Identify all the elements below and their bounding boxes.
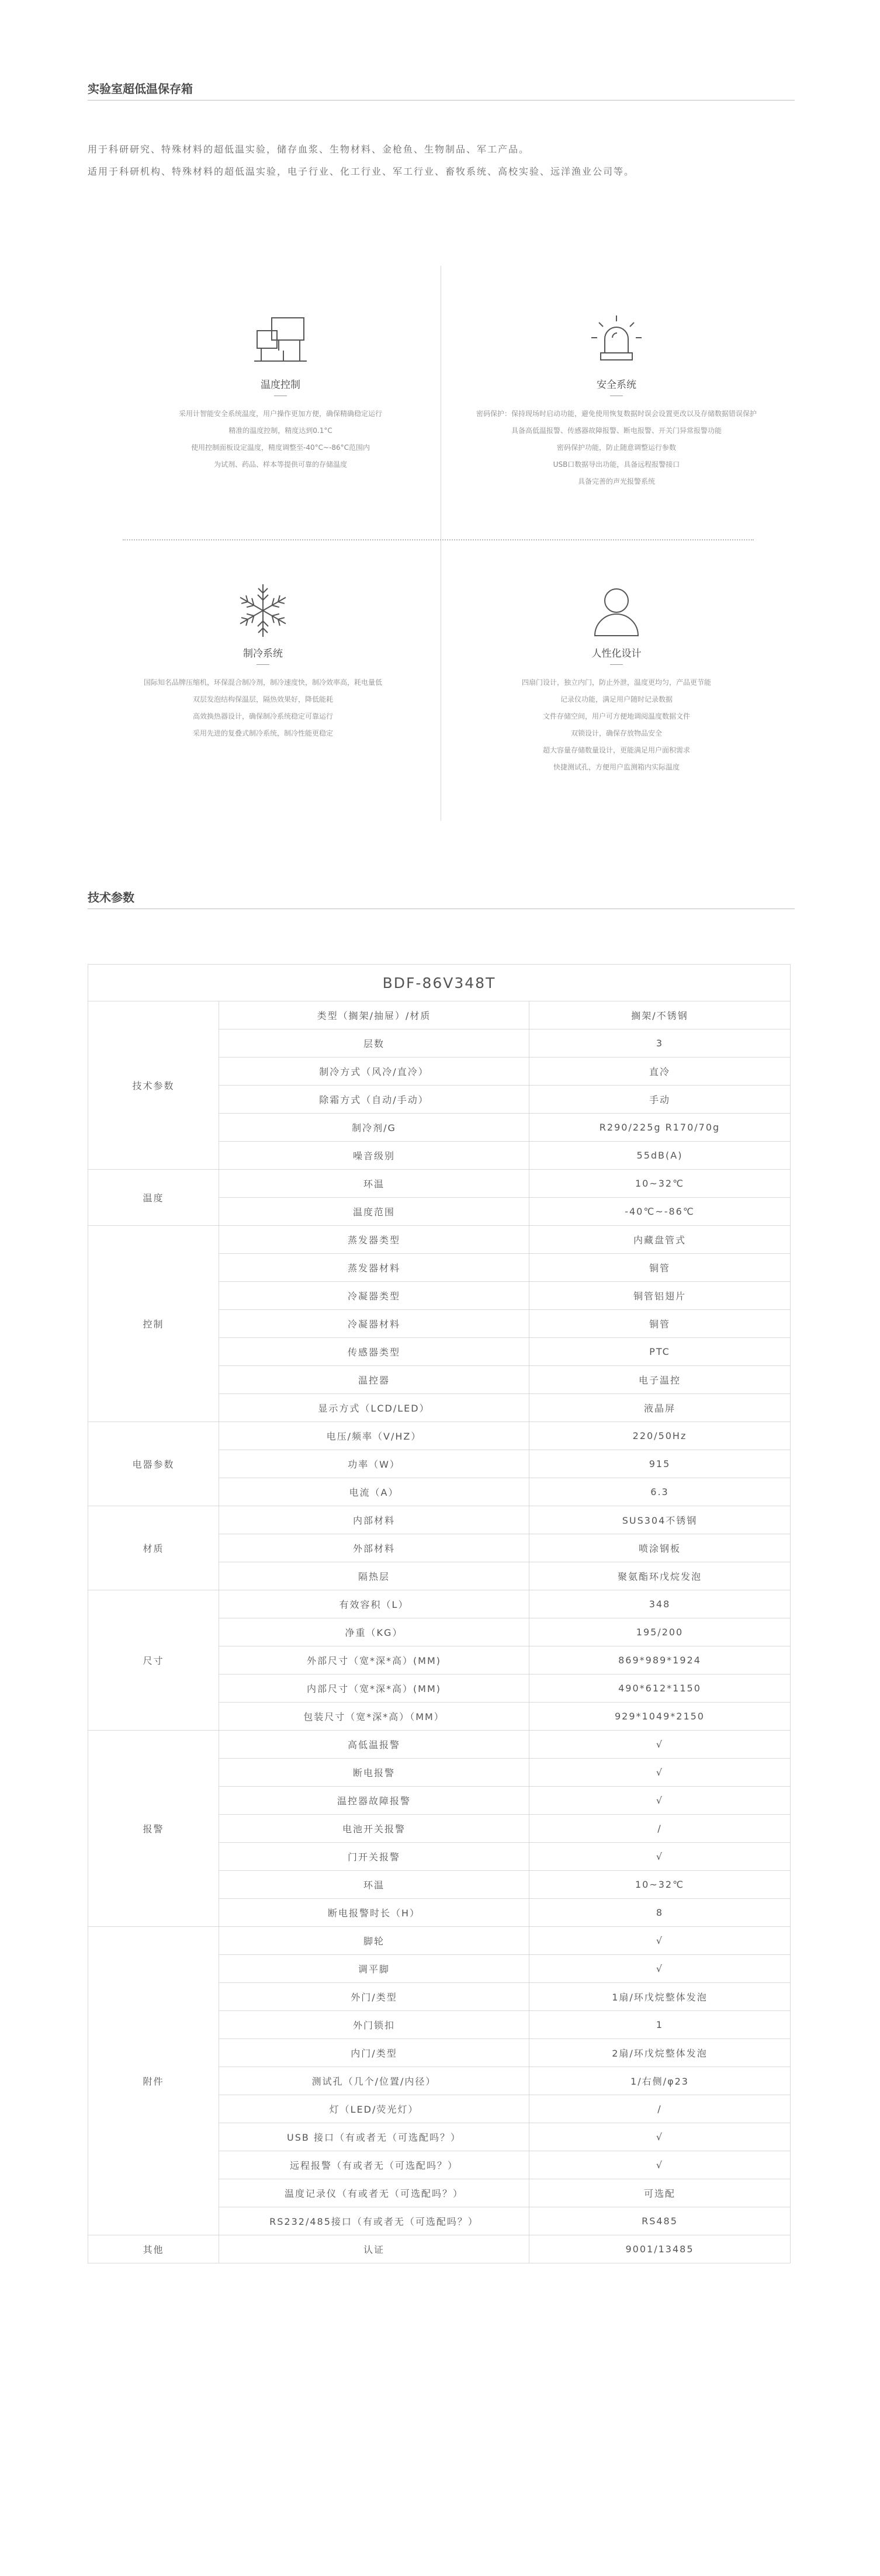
spec-param-name: 冷凝器材料 [219, 1310, 529, 1338]
spec-param-value: 915 [529, 1450, 791, 1478]
spec-param-name: 高低温报警 [219, 1731, 529, 1759]
spec-group-label: 材质 [88, 1506, 219, 1590]
spec-param-name: 功率（W） [219, 1450, 529, 1478]
spec-param-value: 喷涂钢板 [529, 1534, 791, 1562]
spec-param-value: 10~32℃ [529, 1871, 791, 1899]
spec-group-label: 其他 [88, 2235, 219, 2263]
table-row [88, 1590, 791, 1618]
feature-desc-line: USB口数据导出功能，具备远程报警接口 [553, 460, 680, 469]
spec-param-name: 外门锁扣 [219, 2011, 529, 2039]
feature-title: 安全系统 [597, 379, 636, 391]
spec-param-name: 噪音级别 [219, 1142, 529, 1170]
spec-param-name: 电池开关报警 [219, 1815, 529, 1843]
feature-desc-line: 具备高低温报警、传感器故障报警、断电报警、开关门异常报警功能 [511, 427, 722, 435]
feature-title: 制冷系统 [243, 648, 283, 660]
section-title-product: 实验室超低温保存箱 [88, 82, 193, 96]
horizontal-divider [123, 539, 754, 540]
spec-param-name: 冷凝器类型 [219, 1282, 529, 1310]
spec-param-value: 55dB(A) [529, 1142, 791, 1170]
spec-table-body [88, 965, 791, 2263]
spec-param-name: 制冷方式（风冷/直冷） [219, 1058, 529, 1086]
spec-param-value: 929*1049*2150 [529, 1703, 791, 1731]
table-row [88, 1731, 791, 1759]
spec-param-value: 1 [529, 2011, 791, 2039]
intro-line: 适用于科研机构、特殊材料的超低温实验，电子行业、化工行业、军工行业、畜牧系统、高校实验、远洋渔业公司等。 [88, 166, 635, 177]
spec-param-value: √ [529, 2123, 791, 2151]
spec-param-value: 铜管 [529, 1254, 791, 1282]
spec-param-value: 液晶屏 [529, 1394, 791, 1422]
feature-title: 温度控制 [261, 379, 300, 391]
spec-param-value: √ [529, 1731, 791, 1759]
spec-param-value: 铜管 [529, 1310, 791, 1338]
feature-desc-line: 为试剂、药品、样本等提供可靠的存储温度 [213, 460, 347, 469]
spec-param-value: 195/200 [529, 1618, 791, 1646]
spec-group-label: 尺寸 [88, 1590, 219, 1731]
spec-group-label: 电器参数 [88, 1422, 219, 1506]
spec-param-value: 手动 [529, 1086, 791, 1114]
spec-param-name: USB 接口（有或者无（可选配吗？） [219, 2123, 529, 2151]
feature-description [453, 405, 780, 490]
table-row [88, 1170, 791, 1198]
spec-param-value: 直冷 [529, 1058, 791, 1086]
table-row [88, 1506, 791, 1534]
spec-param-value: √ [529, 1759, 791, 1787]
spec-param-value: 869*989*1924 [529, 1646, 791, 1674]
spec-param-name: 有效容积（L） [219, 1590, 529, 1618]
spec-param-name: 环温 [219, 1871, 529, 1899]
feature-desc-line: 记录仪功能，满足用户随时记录数据 [560, 695, 673, 703]
spec-param-name: 包装尺寸（宽*深*高）（MM） [219, 1703, 529, 1731]
spec-param-value: 1/右侧/φ23 [529, 2067, 791, 2095]
spec-param-name: 温控器故障报警 [219, 1787, 529, 1815]
spec-param-name: 门开关报警 [219, 1843, 529, 1871]
feature-desc-line: 高效换热器设计，确保制冷系统稳定可靠运行 [192, 712, 333, 720]
spec-title-row [88, 965, 791, 1001]
feature-desc-line: 双层发泡结构保温层，隔热效果好，降低能耗 [192, 695, 333, 703]
spec-param-name: 测试孔（几个/位置/内径） [219, 2067, 529, 2095]
model-name: BDF-86V348T [88, 965, 791, 1001]
spec-param-name: 隔热层 [219, 1562, 529, 1590]
spec-param-value: SUS304不锈钢 [529, 1506, 791, 1534]
spec-param-value: R290/225g R170/70g [529, 1114, 791, 1142]
spec-param-value: 3 [529, 1029, 791, 1058]
feature-desc-line: 快捷测试孔，方便用户监测箱内实际温度 [553, 763, 680, 771]
spec-param-value: √ [529, 1927, 791, 1955]
spec-param-value: 电子温控 [529, 1366, 791, 1394]
feature-desc-line: 四扇门设计，独立内门，防止外泄，温度更均匀，产品更节能 [521, 678, 711, 687]
spec-param-value: √ [529, 1955, 791, 1983]
feature-safety-system [453, 310, 780, 490]
spec-param-name: 断电报警时长（H） [219, 1899, 529, 1927]
spec-param-name: 传感器类型 [219, 1338, 529, 1366]
feature-desc-line: 密码保护：保持现场时启动功能，避免使用恢复数据时误会设置更改以及存储数据错误保护 [476, 410, 757, 418]
feature-underline [610, 664, 623, 665]
spec-param-value: √ [529, 2151, 791, 2179]
spec-param-name: 灯（LED/荧光灯） [219, 2095, 529, 2123]
section-title-specs: 技术参数 [88, 890, 134, 904]
spec-param-value: 10~32℃ [529, 1170, 791, 1198]
spec-param-value: 可选配 [529, 2179, 791, 2207]
spec-param-value: 铜管铝翅片 [529, 1282, 791, 1310]
spec-param-name: 断电报警 [219, 1759, 529, 1787]
spec-param-value: 2扇/环戊烷整体发泡 [529, 2039, 791, 2067]
feature-desc-line: 双锁设计，确保存放物品安全 [570, 729, 662, 737]
spec-param-name: 显示方式（LCD/LED） [219, 1394, 529, 1422]
spec-param-name: 类型（搁架/抽屉）/材质 [219, 1001, 529, 1029]
spec-param-name: 温度记录仪（有或者无（可选配吗？） [219, 2179, 529, 2207]
feature-title: 人性化设计 [591, 648, 642, 660]
spec-param-name: 制冷剂/G [219, 1114, 529, 1142]
spec-param-value: 聚氨酯环戊烷发泡 [529, 1562, 791, 1590]
spec-param-name: 环温 [219, 1170, 529, 1198]
spec-param-value: RS485 [529, 2207, 791, 2235]
spec-param-value: / [529, 1815, 791, 1843]
spec-param-name: 外部尺寸（宽*深*高）(MM) [219, 1646, 529, 1674]
spec-param-value: / [529, 2095, 791, 2123]
spec-param-name: 电流（A） [219, 1478, 529, 1506]
spec-param-name: 温控器 [219, 1366, 529, 1394]
feature-refrigeration-system [99, 578, 427, 742]
feature-desc-line: 使用控制面板设定温度，精度调整至-40°C~-86°C范围内 [190, 443, 370, 452]
spec-param-value: 内藏盘管式 [529, 1226, 791, 1254]
table-row [88, 1226, 791, 1254]
spec-group-label: 温度 [88, 1170, 219, 1226]
spec-param-name: 内部材料 [219, 1506, 529, 1534]
spec-param-name: 外门/类型 [219, 1983, 529, 2011]
spec-param-name: 内门/类型 [219, 2039, 529, 2067]
spec-group-label: 报警 [88, 1731, 219, 1927]
spec-param-name: 调平脚 [219, 1955, 529, 1983]
spec-param-value: √ [529, 1787, 791, 1815]
spec-param-name: 温度范围 [219, 1198, 529, 1226]
spec-param-name: 脚轮 [219, 1927, 529, 1955]
spec-param-name: 认证 [219, 2235, 529, 2263]
spec-param-name: 蒸发器类型 [219, 1226, 529, 1254]
spec-param-value: 490*612*1150 [529, 1674, 791, 1703]
feature-desc-line: 密码保护功能，防止随意调整运行参数 [556, 443, 676, 452]
feature-desc-line: 超大容量存储数量设计，更能满足用户面积需求 [542, 746, 690, 754]
spec-param-value: 6.3 [529, 1478, 791, 1506]
feature-grid [88, 266, 795, 821]
spec-param-value: 1扇/环戊烷整体发泡 [529, 1983, 791, 2011]
spec-group-label: 附件 [88, 1927, 219, 2235]
spec-param-value: √ [529, 1843, 791, 1871]
feature-desc-line: 国际知名品牌压缩机，环保混合制冷剂，制冷速度快，制冷效率高，耗电量低 [143, 678, 382, 687]
spec-param-value: 9001/13485 [529, 2235, 791, 2263]
spec-param-value: 220/50Hz [529, 1422, 791, 1450]
spec-param-value: 8 [529, 1899, 791, 1927]
alarm-light-icon [584, 310, 649, 374]
spec-param-name: 外部材料 [219, 1534, 529, 1562]
feature-humanized-design [453, 578, 780, 776]
table-row [88, 1927, 791, 1955]
spec-param-value: 348 [529, 1590, 791, 1618]
snowflake-icon [231, 578, 295, 643]
table-row [88, 1001, 791, 1029]
spec-param-name: 内部尺寸（宽*深*高）(MM) [219, 1674, 529, 1703]
spec-group-label: 技术参数 [88, 1001, 219, 1170]
spec-param-name: 电压/频率（V/HZ） [219, 1422, 529, 1450]
feature-desc-line: 采用计智能安全系统温度，用户操作更加方便，确保精确稳定运行 [178, 410, 382, 418]
feature-desc-line: 具备完善的声光报警系统 [577, 477, 655, 486]
spec-param-value: -40℃~-86℃ [529, 1198, 791, 1226]
feature-temperature-control [117, 310, 444, 473]
spec-param-name: 蒸发器材料 [219, 1254, 529, 1282]
feature-description [453, 674, 780, 776]
spec-param-name: 净重（KG） [219, 1618, 529, 1646]
spec-param-name: 层数 [219, 1029, 529, 1058]
spec-group-label: 控制 [88, 1226, 219, 1422]
spec-param-name: RS232/485接口（有或者无（可选配吗？） [219, 2207, 529, 2235]
feature-desc-line: 采用先进的复叠式制冷系统，制冷性能更稳定 [192, 729, 333, 737]
intro-line: 用于科研研究、特殊材料的超低温实验，储存血浆、生物材料、金枪鱼、生物制品、军工产品。 [88, 144, 530, 155]
spec-param-value: PTC [529, 1338, 791, 1366]
feature-description [117, 405, 444, 473]
table-row [88, 2235, 791, 2263]
table-row [88, 1422, 791, 1450]
spec-param-name: 除霜方式（自动/手动） [219, 1086, 529, 1114]
feature-underline [257, 664, 269, 665]
user-profile-icon [584, 578, 649, 643]
spec-param-value: 搁架/不锈钢 [529, 1001, 791, 1029]
feature-desc-line: 精准的温度控制，精度达到0.1°C [228, 427, 332, 435]
spec-param-name: 远程报警（有或者无（可选配吗？） [219, 2151, 529, 2179]
computer-monitor-icon [248, 310, 313, 374]
feature-description [99, 674, 427, 742]
feature-desc-line: 文件存储空间，用户可方便地调阅温度数据文件 [542, 712, 690, 720]
spec-table [88, 964, 791, 2263]
